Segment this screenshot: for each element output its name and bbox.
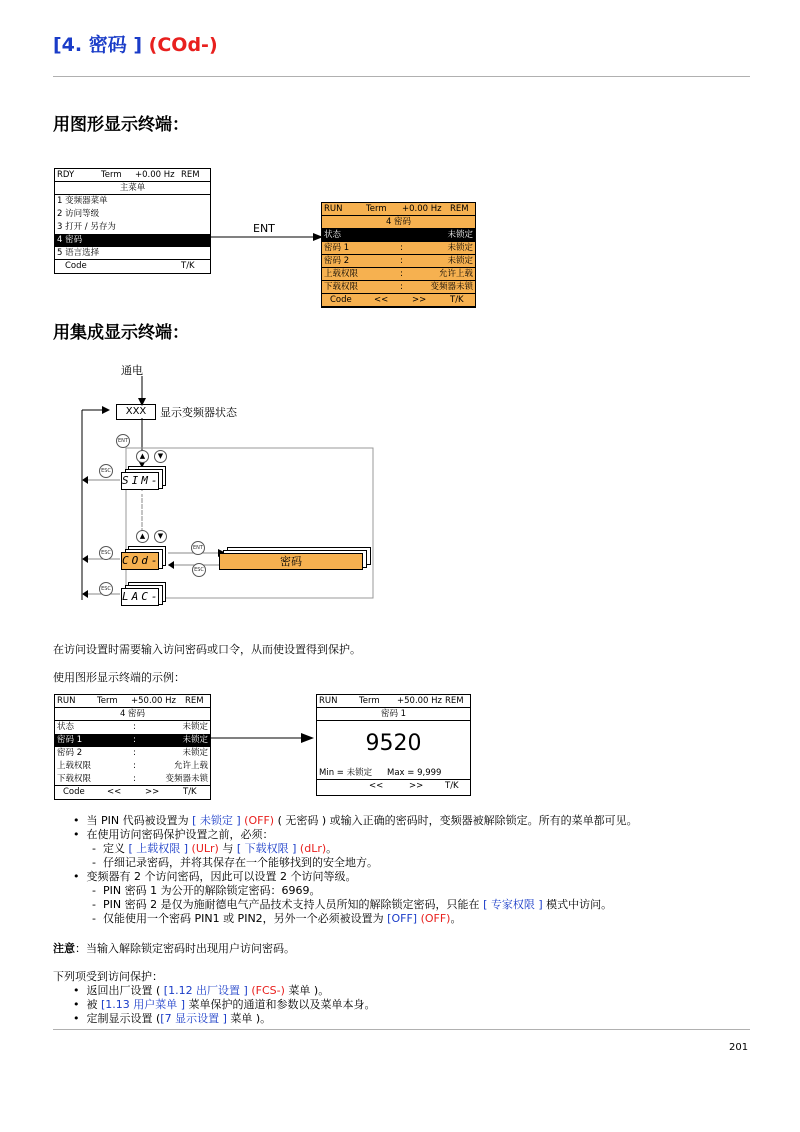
protected-intro: 下列项受到访问保护： <box>53 970 163 983</box>
page-number: 201 <box>729 1042 749 1053</box>
cod-display: COd- <box>121 552 159 570</box>
up-arrow-icon[interactable]: ▲ <box>136 530 149 543</box>
paragraph-example: 使用图形显示终端的示例： <box>53 671 185 684</box>
ent-button-icon[interactable]: ENT <box>191 541 205 555</box>
note: 注意：当输入解除锁定密码时出现用户访问密码。 <box>53 942 295 955</box>
graphic-terminal-main-menu: RDY Term +0.00 Hz REM 主菜单 1 变频器菜单 2 访问等级 3 打开 / 另存为 4 密码 5 语言选择 Code T/K <box>54 168 211 274</box>
bullet-two-passwords: • 变频器有 2 个访问密码，因此可以设置 2 个访问等级。 <box>73 870 357 883</box>
status-row-selected[interactable]: 状态 未锁定 <box>324 230 473 240</box>
esc-button-icon[interactable]: ESC <box>192 563 206 577</box>
esc-button-icon[interactable]: ESC <box>99 582 113 596</box>
ent-arrow <box>209 232 324 242</box>
sub-bullet-record: - 仔细记录密码，并将其保存在一个能够找到的安全地方。 <box>92 856 378 869</box>
sub-bullet-define: - 定义 [ 上载权限 ] (ULr) 与 [ 下载权限 ] (dLr)。 <box>92 842 338 855</box>
top-divider <box>53 76 750 77</box>
down-arrow-icon[interactable]: ▼ <box>154 530 167 543</box>
show-status-label: 显示变频器状态 <box>160 406 237 419</box>
bullet-unlock: • 当 PIN 代码被设置为 [ 未锁定 ] (OFF) ( 无密码 ) 或输入正确的密码时，变频器被解除锁定。所有的菜单都可见。 <box>73 814 638 827</box>
protected-item-display: • 定制显示设置 ([7 显示设置 ] 菜单 )。 <box>73 1012 272 1025</box>
power-on-label: 通电 <box>121 364 143 377</box>
sim-display: SIM- <box>121 472 159 490</box>
graphic-terminal-password-menu: RUN Term +0.00 Hz REM 4 密码 状态 未锁定 密码 1 : 未锁定 密码 2 : 未锁定 上载权限 : 允许上载 下载权限 : 变频器未锁 Code << >> T/K <box>321 202 476 308</box>
up-arrow-icon[interactable]: ▲ <box>136 450 149 463</box>
sub-bullet-pin1: - PIN 密码 1 为公开的解除锁定密码：6969。 <box>92 884 321 897</box>
password-menu-box[interactable]: 密码 <box>219 553 363 570</box>
ent-label: ENT <box>253 222 275 235</box>
example-arrow <box>209 733 315 743</box>
password1-row-selected[interactable]: 密码 1 : 未锁定 <box>57 735 208 745</box>
section-integrated-heading: 用集成显示终端： <box>53 323 189 343</box>
section-graphic-heading: 用图形显示终端： <box>53 115 189 135</box>
page-title: [4. 密码 ] (COd-) <box>53 34 218 56</box>
esc-button-icon[interactable]: ESC <box>99 546 113 560</box>
xxx-display: XXX <box>116 404 156 420</box>
esc-button-icon[interactable]: ESC <box>99 464 113 478</box>
sub-bullet-only-one: - 仅能使用一个密码 PIN1 或 PIN2，另外一个必须被设置为 [OFF] (OFF)。 <box>92 912 462 925</box>
sub-bullet-pin2: - PIN 密码 2 是仅为施耐德电气产品技术支持人员所知的解除锁定密码，只能在 [ 专家权限 ] 模式中访问。 <box>92 898 613 911</box>
example-terminal-password-menu: RUN Term +50.00 Hz REM 4 密码 状态 : 未锁定 密码 1 : 未锁定 密码 2 : 未锁定 上载权限 : 允许上载 下载权限 : 变频器未锁 Code << >> T/K <box>54 694 211 800</box>
paragraph-intro: 在访问设置时需要输入访问密码或口令，从而使设置得到保护。 <box>53 643 361 656</box>
example-terminal-password-entry: RUN Term +50.00 Hz REM 密码 1 9520 Min = 未锁定 Max = 9,999 << >> T/K <box>316 694 471 796</box>
password-value[interactable]: 9520 <box>365 731 422 756</box>
protected-item-factory: • 返回出厂设置 ( [1.12 出厂设置 ] (FCS-) 菜单 )。 <box>73 984 330 997</box>
lac-display: LAC- <box>121 588 159 606</box>
menu-item-password-selected[interactable]: 4 密码 <box>55 234 210 247</box>
protected-item-user-menu: • 被 [1.13 用户菜单 ] 菜单保护的通道和参数以及菜单本身。 <box>73 998 376 1011</box>
ent-button-icon[interactable]: ENT <box>116 434 130 448</box>
bullet-before-use: • 在使用访问密码保护设置之前，必须： <box>73 828 274 841</box>
down-arrow-icon[interactable]: ▼ <box>154 450 167 463</box>
bottom-divider <box>53 1029 750 1030</box>
